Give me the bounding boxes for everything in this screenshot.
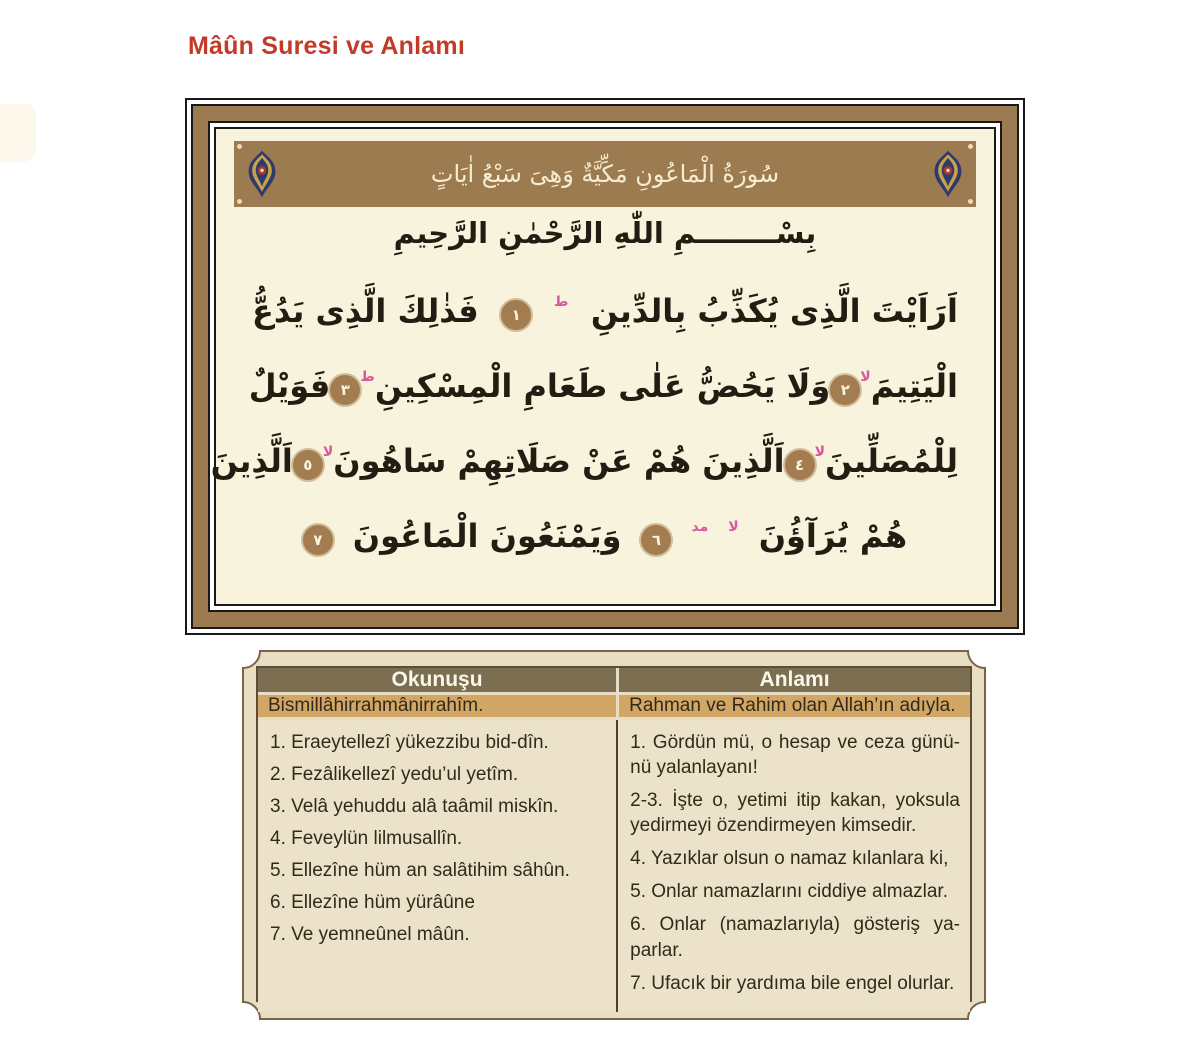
frame-brown-band: [191, 104, 1019, 629]
surah-header-band: [234, 141, 976, 207]
band-corner-dot: [968, 199, 973, 204]
list-item: 2-3. İşte o, yetimi itip kakan, yoksula yedirmeyi özendirmeyen kimsedir.: [630, 790, 960, 837]
verse-text: وَيَمْنَعُونَ الْمَاعُونَ: [352, 516, 622, 555]
table-header-row: [258, 668, 970, 692]
list-item: 5. Ellezîne hüm an salâtihim sâhûn.: [270, 860, 570, 882]
verse-line: [210, 441, 958, 480]
table-body-row: [258, 720, 970, 1012]
list-item: 6. Onlar (namazlarıyla) gösteriş ya-parlar.: [630, 914, 960, 961]
page-title: Mâûn Suresi ve Anlamı: [188, 32, 465, 60]
list-item: 5. Onlar namazlarını ciddiye almazlar.: [630, 881, 948, 903]
list-item: 3. Velâ yehuddu alâ taâmil miskîn.: [270, 796, 559, 818]
okunusu-list: [258, 720, 616, 1012]
frame-outer-border: [185, 98, 1025, 635]
tajweed-mark: ط: [553, 293, 569, 310]
list-item: 6. Ellezîne hüm yürâûne: [270, 892, 475, 914]
verse-text: لِلْمُصَلِّينَ: [825, 441, 958, 480]
page-edge-decoration: [0, 104, 36, 162]
list-item: 1. Eraeytellezî yükezzibu bid-dîn.: [270, 732, 549, 753]
verse-text: اَلَّذِينَ: [210, 441, 293, 480]
header-okunusu: Okunuşu: [391, 668, 483, 691]
verse-line: [252, 517, 958, 555]
verse-text: وَلَا يَحُضُّ عَلٰى طَعَامِ الْمِسْكِينِ: [374, 366, 831, 405]
bismillah-row: [258, 695, 970, 717]
ayah-number-marker: ٦: [641, 525, 671, 555]
tajweed-mark: ط: [360, 368, 375, 385]
anlami-list: [618, 720, 970, 1012]
surah-header-arabic: سُورَةُ الْمَاعُونِ مَكِّيَّةٌ وَهِىَ سَبْعُ اٰيَاتٍ: [430, 160, 780, 188]
verse-text: فَذٰلِكَ الَّذِى يَدُعُّ: [252, 291, 479, 330]
tajweed-mark: لا: [860, 368, 871, 385]
verse-line: [248, 366, 958, 405]
band-corner-dot: [237, 199, 242, 204]
list-item: 4. Yazıklar olsun o namaz kılanlara ki,: [630, 848, 949, 870]
verse-text: الْيَتِيمَ: [870, 366, 958, 405]
tajweed-mark: مد: [691, 518, 709, 535]
ayah-number-marker: ٢: [830, 375, 860, 405]
ayah-number-marker: ١: [501, 300, 531, 330]
verse-text: هُمْ يُرَآؤُنَ: [758, 516, 908, 555]
verse-text: اَلَّذِينَ هُمْ عَنْ صَلَاتِهِمْ سَاهُونَ: [333, 441, 785, 480]
header-anlami: Anlamı: [759, 668, 830, 691]
floral-medallion-icon: [930, 149, 966, 199]
list-item: 4. Feveylün lilmusallîn.: [270, 828, 463, 850]
verse-line: [252, 292, 958, 330]
translation-table: [256, 666, 972, 1002]
list-item: 7. Ve yemneûnel mâûn.: [270, 924, 470, 946]
list-item: 2. Fezâlikellezî yedu’ul yetîm.: [270, 764, 519, 786]
ayah-number-marker: ٧: [303, 525, 333, 555]
ayah-number-marker: ٣: [330, 375, 360, 405]
ayah-number-marker: ٥: [293, 450, 323, 480]
tajweed-mark: لا: [322, 443, 334, 460]
list-item: 1. Gördün mü, o hesap ve ceza günü-nü yalanlayanı!: [630, 732, 960, 779]
frame-inner-border: [208, 121, 1002, 612]
tajweed-mark: لا: [814, 443, 826, 460]
verse-text: اَرَاَيْتَ الَّذِى يُكَذِّبُ بِالدِّينِ: [590, 291, 958, 330]
verse-text: فَوَيْلٌ: [248, 366, 331, 405]
quran-panel: [185, 98, 1025, 635]
bismillah-calligraphy: بِسْــــــــمِ اللّٰهِ الرَّحْمٰنِ الرَّحِيمِ: [393, 216, 817, 250]
translation-card: [240, 648, 988, 1022]
ayah-number-marker: ٤: [785, 450, 815, 480]
bismillah-anlami: Rahman ve Rahim olan Allah’ın adıyla.: [629, 695, 956, 716]
band-corner-dot: [968, 144, 973, 149]
list-item: 7. Ufacık bir yardıma bile engel olurlar.: [630, 972, 955, 994]
verse-lines: [210, 253, 984, 598]
tajweed-mark: لا: [728, 518, 739, 535]
bismillah-okunusu: Bismillâhirrahmânirrahîm.: [268, 695, 484, 716]
floral-medallion-icon: [244, 149, 280, 199]
frame-cream-interior: [210, 127, 996, 606]
band-corner-dot: [237, 144, 242, 149]
